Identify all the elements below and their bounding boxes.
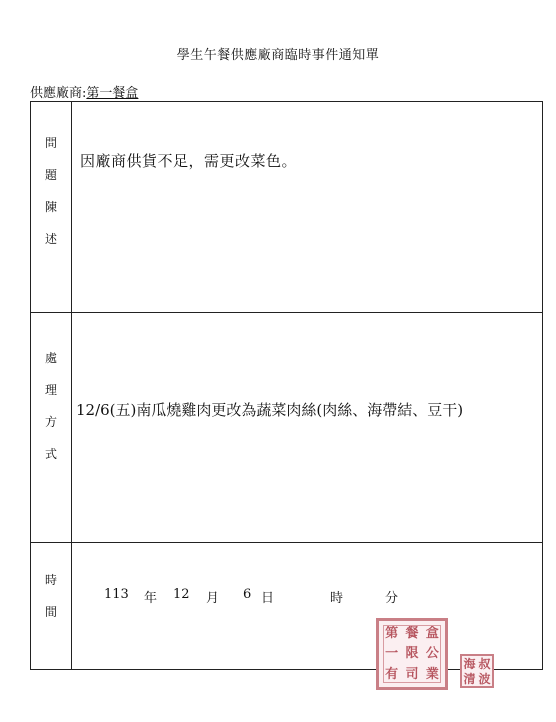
handling-row	[31, 313, 543, 543]
minute-unit: 分	[385, 591, 399, 606]
seal-char: 業	[425, 666, 439, 682]
handling-text: 12/6(五)南瓜燒雞肉更改為蔬菜肉絲(肉絲、海帶結、豆干)	[76, 401, 464, 419]
day-value: 6	[243, 587, 252, 602]
supplier-label: 供應廠商:	[30, 86, 87, 101]
hour-unit: 時	[330, 591, 344, 606]
seal-char: 一	[385, 646, 399, 662]
label-char: 方	[44, 415, 57, 429]
handling-content-cell	[72, 313, 543, 543]
label-char: 陳	[44, 200, 57, 214]
description-row	[31, 102, 543, 313]
label-char: 述	[44, 232, 57, 246]
day-unit: 日	[261, 591, 275, 606]
company-seal-stamp	[376, 618, 448, 690]
label-char: 理	[44, 383, 57, 397]
label-char: 問	[44, 136, 57, 150]
seal-char: 清	[463, 671, 476, 686]
supplier-line	[30, 82, 138, 101]
seal-char: 司	[405, 666, 419, 682]
year-value: 113	[104, 587, 129, 602]
month-unit: 月	[206, 591, 220, 606]
description-text: 因廠商供貨不足，需更改菜色。	[80, 152, 298, 170]
label-char: 題	[44, 168, 57, 182]
seal-char: 餐	[405, 626, 419, 642]
seal-char: 第	[385, 626, 399, 642]
label-char: 間	[44, 605, 57, 619]
time-label	[45, 574, 57, 618]
description-label-cell	[31, 102, 72, 313]
seal-char: 盒	[425, 626, 439, 642]
seal-char: 海	[463, 656, 476, 671]
seal-char: 叔	[478, 656, 491, 671]
company-seals	[376, 610, 498, 694]
document-title: 學生午餐供應廠商臨時事件通知單	[176, 48, 380, 63]
seal-char: 限	[405, 646, 419, 662]
handling-label	[45, 352, 57, 460]
seal-border	[383, 625, 441, 683]
notice-form-table	[30, 101, 543, 670]
description-content-cell	[72, 102, 543, 313]
seal-char: 有	[385, 666, 399, 682]
label-char: 處	[44, 351, 57, 365]
description-label	[45, 137, 57, 245]
handling-label-cell	[31, 313, 72, 543]
month-value: 12	[173, 587, 190, 602]
seal-char: 波	[478, 671, 491, 686]
time-label-cell	[31, 543, 72, 670]
year-unit: 年	[144, 591, 158, 606]
representative-seal-stamp	[460, 654, 494, 688]
supplier-value: 第一餐盒	[86, 86, 139, 101]
seal-char: 公	[425, 646, 439, 662]
label-char: 式	[44, 447, 57, 461]
label-char: 時	[44, 573, 57, 587]
